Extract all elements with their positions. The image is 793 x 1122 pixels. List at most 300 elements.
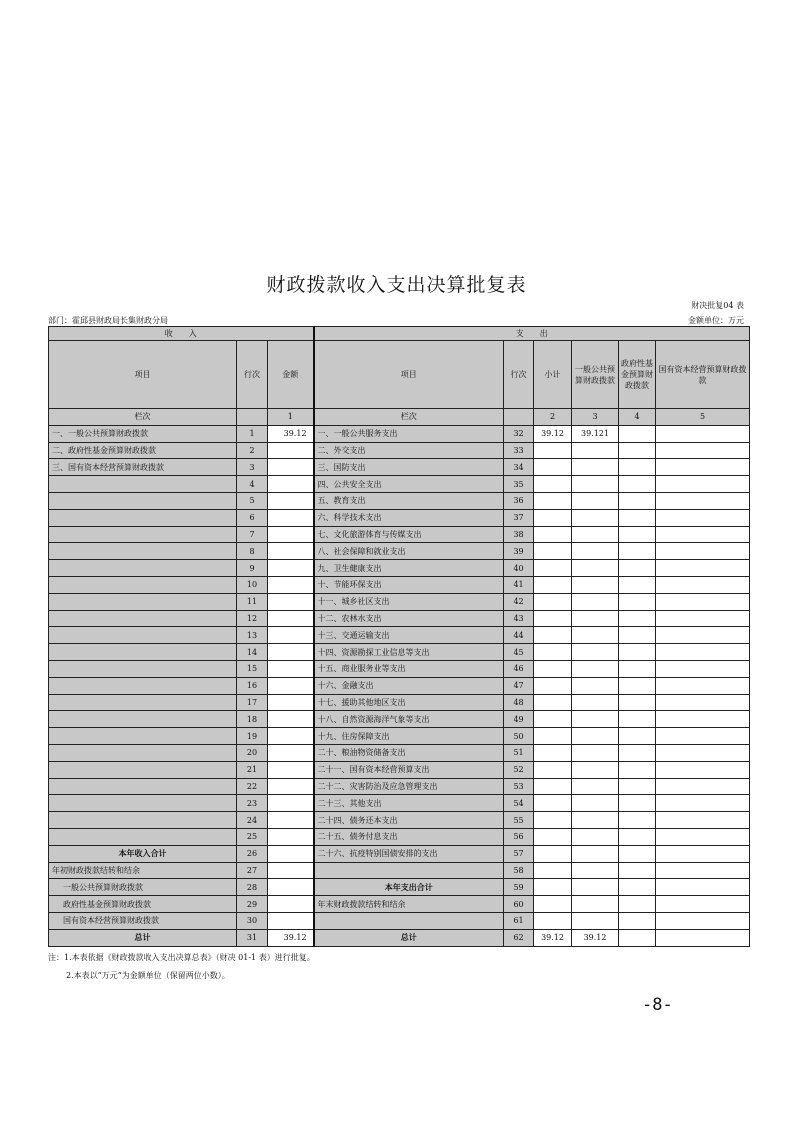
table-row	[49, 543, 750, 560]
expense-line-no: 50	[504, 728, 534, 745]
income-item	[49, 694, 237, 711]
subtotal-value	[534, 912, 572, 929]
table-row	[49, 509, 750, 526]
subtotal-value	[534, 728, 572, 745]
subtotal-value	[534, 862, 572, 879]
expense-line-no: 58	[504, 862, 534, 879]
subtotal-value	[534, 828, 572, 845]
note-1: 注：1.本表依据《财政拨款收入支出决算总表》（财决 01-1 表）进行批复。	[48, 953, 315, 962]
expense-item: 二十四、债务还本支出	[314, 812, 504, 829]
state-capital-header: 国有资本经营预算财政拨款	[656, 341, 750, 409]
state-capital-value	[656, 509, 750, 526]
income-item	[49, 660, 237, 677]
subtotal-value	[534, 476, 572, 493]
table-row	[49, 828, 750, 845]
general-budget-value	[572, 845, 619, 862]
income-line-no: 1	[237, 425, 268, 442]
expense-line-no: 46	[504, 660, 534, 677]
income-item	[49, 509, 237, 526]
income-amount	[268, 677, 314, 694]
expense-line-no: 47	[504, 677, 534, 694]
table-row	[49, 812, 750, 829]
subtotal-value	[534, 644, 572, 661]
income-line-no: 17	[237, 694, 268, 711]
income-amount	[268, 728, 314, 745]
expense-line-no-header: 行次	[504, 341, 534, 409]
gov-fund-value	[619, 425, 656, 442]
expense-line-no: 48	[504, 694, 534, 711]
table-row	[49, 711, 750, 728]
gov-fund-value	[619, 627, 656, 644]
income-item	[49, 795, 237, 812]
col-number-2: 2	[534, 409, 572, 426]
general-budget-value	[572, 728, 619, 745]
general-budget-value	[572, 828, 619, 845]
table-row	[49, 610, 750, 627]
table-row	[49, 879, 750, 896]
expense-item: 十三、交通运输支出	[314, 627, 504, 644]
expense-item: 十四、资源勘探工业信息等支出	[314, 644, 504, 661]
expense-item: 二十五、债务付息支出	[314, 828, 504, 845]
income-item	[49, 560, 237, 577]
income-item	[49, 778, 237, 795]
general-budget-value	[572, 492, 619, 509]
income-item: 国有资本经营预算财政拨款	[49, 912, 237, 929]
expense-line-no: 59	[504, 879, 534, 896]
expense-item: 年末财政拨款结转和结余	[314, 896, 504, 913]
general-budget-value	[572, 677, 619, 694]
state-capital-value	[656, 593, 750, 610]
subtotal-value	[534, 795, 572, 812]
note-2: 2.本表以“万元”为金额单位（保留两位小数）。	[66, 971, 230, 980]
col-blank	[237, 409, 268, 426]
income-amount	[268, 610, 314, 627]
state-capital-value	[656, 761, 750, 778]
subtotal-value	[534, 560, 572, 577]
expense-line-no: 62	[504, 929, 534, 946]
income-item	[49, 543, 237, 560]
general-budget-value	[572, 761, 619, 778]
income-amount	[268, 744, 314, 761]
table-row	[49, 492, 750, 509]
expense-item: 六、科学技术支出	[314, 509, 504, 526]
general-budget-value	[572, 812, 619, 829]
general-budget-value	[572, 744, 619, 761]
state-capital-value	[656, 828, 750, 845]
table-row	[49, 442, 750, 459]
expense-item: 二十二、灾害防治及应急管理支出	[314, 778, 504, 795]
subtotal-header: 小计	[534, 341, 572, 409]
expense-line-no: 51	[504, 744, 534, 761]
income-line-no: 5	[237, 492, 268, 509]
income-line-no: 16	[237, 677, 268, 694]
gov-fund-value	[619, 912, 656, 929]
income-amount	[268, 644, 314, 661]
state-capital-value	[656, 492, 750, 509]
header-row-sections	[49, 327, 750, 341]
expense-item: 五、教育支出	[314, 492, 504, 509]
income-item	[49, 644, 237, 661]
expense-line-no: 52	[504, 761, 534, 778]
income-amount: 39.12	[268, 929, 314, 946]
state-capital-value	[656, 644, 750, 661]
income-item	[49, 761, 237, 778]
amount-unit-label: 金额单位：万元	[688, 316, 744, 325]
gov-fund-value	[619, 929, 656, 946]
expense-line-no: 36	[504, 492, 534, 509]
expense-item-header: 项目	[314, 341, 504, 409]
income-amount	[268, 896, 314, 913]
expense-line-no: 55	[504, 812, 534, 829]
general-budget-value	[572, 879, 619, 896]
expense-line-no: 35	[504, 476, 534, 493]
expense-line-no: 44	[504, 627, 534, 644]
income-line-no: 12	[237, 610, 268, 627]
expense-item: 十五、商业服务业等支出	[314, 660, 504, 677]
state-capital-value	[656, 526, 750, 543]
subtotal-value	[534, 812, 572, 829]
gov-fund-value	[619, 593, 656, 610]
income-item: 本年收入合计	[49, 845, 237, 862]
state-capital-value	[656, 543, 750, 560]
expense-item: 四、公共安全支出	[314, 476, 504, 493]
income-item	[49, 627, 237, 644]
subtotal-value	[534, 896, 572, 913]
table-row	[49, 677, 750, 694]
income-amount	[268, 442, 314, 459]
income-amount	[268, 845, 314, 862]
subtotal-value	[534, 576, 572, 593]
expense-line-no: 60	[504, 896, 534, 913]
table-row	[49, 795, 750, 812]
income-line-no: 4	[237, 476, 268, 493]
general-budget-header: 一般公共预算财政拨款	[572, 341, 619, 409]
income-item	[49, 526, 237, 543]
table-row	[49, 593, 750, 610]
general-budget-value	[572, 694, 619, 711]
table-row	[49, 627, 750, 644]
income-item: 政府性基金预算财政拨款	[49, 896, 237, 913]
col-blank	[504, 409, 534, 426]
gov-fund-value	[619, 795, 656, 812]
income-amount	[268, 560, 314, 577]
income-item	[49, 476, 237, 493]
income-line-no: 27	[237, 862, 268, 879]
expense-line-no: 33	[504, 442, 534, 459]
income-item	[49, 812, 237, 829]
page-title: 财政拨款收入支出决算批复表	[266, 274, 527, 296]
table-row	[49, 694, 750, 711]
gov-fund-value	[619, 828, 656, 845]
expense-line-no: 53	[504, 778, 534, 795]
income-amount	[268, 526, 314, 543]
income-item	[49, 744, 237, 761]
income-amount	[268, 459, 314, 476]
income-item	[49, 492, 237, 509]
expense-header: 支 出	[314, 327, 750, 341]
expense-item: 十六、金融支出	[314, 677, 504, 694]
table-row	[49, 896, 750, 913]
income-item	[49, 677, 237, 694]
general-budget-value	[572, 576, 619, 593]
subtotal-value	[534, 694, 572, 711]
expense-line-no: 56	[504, 828, 534, 845]
income-line-no: 23	[237, 795, 268, 812]
gov-fund-value	[619, 761, 656, 778]
col-label-right: 栏次	[314, 409, 504, 426]
gov-fund-value	[619, 862, 656, 879]
state-capital-value	[656, 627, 750, 644]
subtotal-value	[534, 711, 572, 728]
general-budget-value	[572, 644, 619, 661]
state-capital-value	[656, 929, 750, 946]
state-capital-value	[656, 845, 750, 862]
general-budget-value	[572, 862, 619, 879]
table-row	[49, 526, 750, 543]
income-item	[49, 593, 237, 610]
income-line-no: 18	[237, 711, 268, 728]
general-budget-value	[572, 778, 619, 795]
income-amount	[268, 879, 314, 896]
table-row	[49, 560, 750, 577]
income-item	[49, 711, 237, 728]
subtotal-value	[534, 778, 572, 795]
col-number-1: 1	[268, 409, 314, 426]
income-line-no-header: 行次	[237, 341, 268, 409]
expense-item: 十七、援助其他地区支出	[314, 694, 504, 711]
expense-item: 二十、粮油物资储备支出	[314, 744, 504, 761]
form-number: 财决批复04 表	[691, 301, 744, 310]
general-budget-value	[572, 627, 619, 644]
state-capital-value	[656, 795, 750, 812]
table-row	[49, 929, 750, 946]
income-line-no: 6	[237, 509, 268, 526]
col-label-left: 栏次	[49, 409, 237, 426]
expense-line-no: 43	[504, 610, 534, 627]
subtotal-value	[534, 526, 572, 543]
expense-line-no: 49	[504, 711, 534, 728]
table-row	[49, 425, 750, 442]
gov-fund-value	[619, 845, 656, 862]
expense-item: 十九、住房保障支出	[314, 728, 504, 745]
income-item: 一般公共预算财政拨款	[49, 879, 237, 896]
subtotal-value	[534, 442, 572, 459]
general-budget-value	[572, 795, 619, 812]
subtotal-value	[534, 543, 572, 560]
income-amount	[268, 593, 314, 610]
gov-fund-value	[619, 459, 656, 476]
gov-fund-value	[619, 812, 656, 829]
income-line-no: 10	[237, 576, 268, 593]
general-budget-value	[572, 459, 619, 476]
income-line-no: 2	[237, 442, 268, 459]
income-line-no: 8	[237, 543, 268, 560]
header-row-columns	[49, 341, 750, 409]
gov-fund-value	[619, 660, 656, 677]
income-line-no: 20	[237, 744, 268, 761]
subtotal-value: 39.12	[534, 929, 572, 946]
income-line-no: 15	[237, 660, 268, 677]
col-number-4: 4	[619, 409, 656, 426]
income-item	[49, 728, 237, 745]
state-capital-value	[656, 778, 750, 795]
expense-line-no: 39	[504, 543, 534, 560]
table-row	[49, 459, 750, 476]
general-budget-value	[572, 442, 619, 459]
general-budget-value	[572, 509, 619, 526]
income-line-no: 29	[237, 896, 268, 913]
income-line-no: 22	[237, 778, 268, 795]
gov-fund-value	[619, 492, 656, 509]
gov-fund-value	[619, 543, 656, 560]
income-amount-header: 金额	[268, 341, 314, 409]
income-item: 一、一般公共预算财政拨款	[49, 425, 237, 442]
state-capital-value	[656, 425, 750, 442]
general-budget-value	[572, 610, 619, 627]
income-header: 收 入	[49, 327, 314, 341]
subtotal-value: 39.12	[534, 425, 572, 442]
subtotal-value	[534, 879, 572, 896]
expense-line-no: 38	[504, 526, 534, 543]
subtotal-value	[534, 744, 572, 761]
state-capital-value	[656, 812, 750, 829]
general-budget-value	[572, 912, 619, 929]
state-capital-value	[656, 879, 750, 896]
appropriation-table	[48, 326, 750, 947]
income-amount	[268, 476, 314, 493]
col-number-3: 3	[572, 409, 619, 426]
state-capital-value	[656, 711, 750, 728]
income-item	[49, 828, 237, 845]
state-capital-value	[656, 912, 750, 929]
income-amount	[268, 778, 314, 795]
income-amount	[268, 627, 314, 644]
state-capital-value	[656, 862, 750, 879]
expense-item: 十二、农林水支出	[314, 610, 504, 627]
gov-fund-value	[619, 879, 656, 896]
income-line-no: 28	[237, 879, 268, 896]
state-capital-value	[656, 442, 750, 459]
gov-fund-value	[619, 677, 656, 694]
table-row	[49, 476, 750, 493]
state-capital-value	[656, 476, 750, 493]
income-item	[49, 576, 237, 593]
subtotal-value	[534, 610, 572, 627]
expense-item	[314, 912, 504, 929]
gov-fund-value	[619, 509, 656, 526]
income-amount	[268, 862, 314, 879]
column-number-row	[49, 409, 750, 426]
gov-fund-value	[619, 560, 656, 577]
state-capital-value	[656, 610, 750, 627]
general-budget-value	[572, 711, 619, 728]
income-amount	[268, 812, 314, 829]
income-amount: 39.12	[268, 425, 314, 442]
income-line-no: 25	[237, 828, 268, 845]
expense-item: 十一、城乡社区支出	[314, 593, 504, 610]
general-budget-value	[572, 476, 619, 493]
gov-fund-value	[619, 711, 656, 728]
expense-line-no: 40	[504, 560, 534, 577]
expense-line-no: 57	[504, 845, 534, 862]
subtotal-value	[534, 509, 572, 526]
expense-line-no: 41	[504, 576, 534, 593]
income-amount	[268, 509, 314, 526]
income-line-no: 3	[237, 459, 268, 476]
expense-item	[314, 862, 504, 879]
table-row	[49, 862, 750, 879]
table-row	[49, 728, 750, 745]
table-row	[49, 845, 750, 862]
subtotal-value	[534, 492, 572, 509]
table-row	[49, 761, 750, 778]
income-line-no: 21	[237, 761, 268, 778]
expense-line-no: 32	[504, 425, 534, 442]
expense-item: 七、文化旅游体育与传媒支出	[314, 526, 504, 543]
income-item: 二、政府性基金预算财政拨款	[49, 442, 237, 459]
gov-fund-value	[619, 526, 656, 543]
income-line-no: 30	[237, 912, 268, 929]
general-budget-value	[572, 560, 619, 577]
gov-fund-value	[619, 778, 656, 795]
general-budget-value	[572, 543, 619, 560]
income-amount	[268, 828, 314, 845]
col-number-5: 5	[656, 409, 750, 426]
gov-fund-value	[619, 644, 656, 661]
subtotal-value	[534, 845, 572, 862]
income-amount	[268, 912, 314, 929]
income-line-no: 11	[237, 593, 268, 610]
general-budget-value	[572, 896, 619, 913]
state-capital-value	[656, 694, 750, 711]
income-amount	[268, 711, 314, 728]
state-capital-value	[656, 459, 750, 476]
gov-fund-value	[619, 576, 656, 593]
income-amount	[268, 492, 314, 509]
gov-fund-value	[619, 442, 656, 459]
general-budget-value	[572, 660, 619, 677]
expense-line-no: 34	[504, 459, 534, 476]
income-amount	[268, 694, 314, 711]
subtotal-value	[534, 593, 572, 610]
state-capital-value	[656, 560, 750, 577]
gov-fund-header: 政府性基金预算财政拨款	[619, 341, 656, 409]
subtotal-value	[534, 660, 572, 677]
income-amount	[268, 576, 314, 593]
table-row	[49, 576, 750, 593]
income-amount	[268, 543, 314, 560]
subtotal-value	[534, 677, 572, 694]
expense-item: 八、社会保障和就业支出	[314, 543, 504, 560]
income-item-header: 项目	[49, 341, 237, 409]
state-capital-value	[656, 576, 750, 593]
expense-line-no: 42	[504, 593, 534, 610]
gov-fund-value	[619, 728, 656, 745]
expense-line-no: 61	[504, 912, 534, 929]
income-item: 总计	[49, 929, 237, 946]
state-capital-value	[656, 677, 750, 694]
income-line-no: 9	[237, 560, 268, 577]
table-row	[49, 660, 750, 677]
income-line-no: 14	[237, 644, 268, 661]
expense-item: 二十一、国有资本经营预算支出	[314, 761, 504, 778]
page-number: -8-	[642, 995, 673, 1015]
expense-item: 二十三、其他支出	[314, 795, 504, 812]
expense-item: 二十六、抗疫特别国债安排的支出	[314, 845, 504, 862]
state-capital-value	[656, 744, 750, 761]
expense-item: 二、外交支出	[314, 442, 504, 459]
general-budget-value	[572, 593, 619, 610]
